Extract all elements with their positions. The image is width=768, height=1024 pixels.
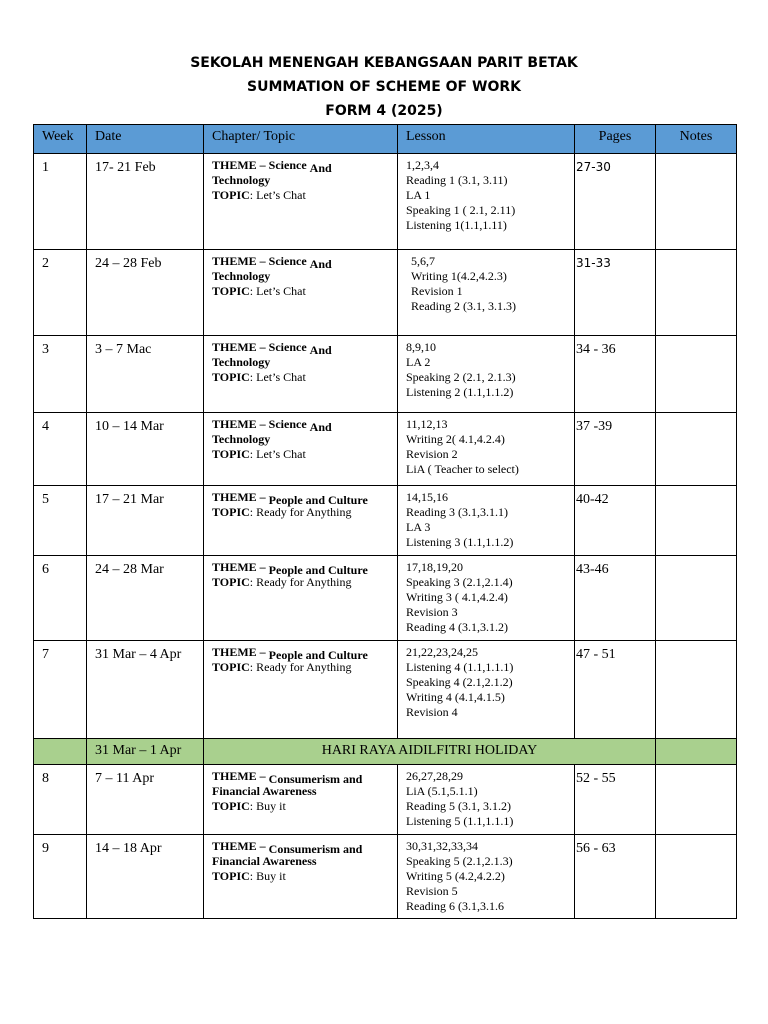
lesson-item: Revision 2	[406, 447, 458, 461]
lesson-item: Revision 4	[406, 705, 458, 719]
date-cell: 31 Mar – 4 Apr	[87, 641, 204, 739]
theme-name: Science	[268, 254, 307, 268]
lesson-cell	[398, 556, 575, 641]
table-header-row	[34, 125, 737, 154]
lesson-item: 8,9,10	[406, 340, 436, 354]
lesson-item: 30,31,32,33,34	[406, 839, 478, 853]
week-cell: 6	[34, 556, 87, 641]
week-cell: 1	[34, 154, 87, 250]
date-cell: 17- 21 Feb	[87, 154, 204, 250]
theme-label: THEME –	[212, 769, 266, 783]
table-row	[34, 154, 737, 250]
theme-label: THEME –	[212, 254, 266, 268]
form-year: FORM 4 (2025)	[325, 103, 443, 119]
lesson-item: 5,6,7	[411, 254, 435, 268]
lesson-item: Speaking 2 (2.1, 2.1.3)	[406, 370, 516, 384]
topic-name: : Let’s Chat	[249, 370, 306, 384]
topic-label: TOPIC	[212, 447, 250, 461]
notes-cell	[656, 154, 737, 250]
lesson-item: Writing 3 ( 4.1,4.2.4)	[406, 590, 508, 604]
pages-cell: 40-42	[575, 486, 656, 556]
table-row	[34, 835, 737, 919]
theme-name: People and Culture	[268, 648, 368, 662]
lesson-cell	[398, 413, 575, 486]
lesson-item: 1,2,3,4	[406, 158, 439, 172]
table-row	[34, 336, 737, 413]
theme-name-cont: Technology	[212, 432, 271, 446]
pages-cell: 31-33	[575, 250, 656, 336]
lesson-cell	[398, 336, 575, 413]
lesson-item: 14,15,16	[406, 490, 448, 504]
topic-label: TOPIC	[212, 284, 250, 298]
date-cell: 24 – 28 Feb	[87, 250, 204, 336]
col-header-pages: Pages	[575, 125, 656, 154]
lesson-item: Reading 4 (3.1,3.1.2)	[406, 620, 508, 634]
lesson-cell	[398, 486, 575, 556]
document-title: SUMMATION OF SCHEME OF WORK	[247, 79, 521, 95]
lesson-item: Listening 5 (1.1,1.1.1)	[406, 814, 514, 828]
holiday-row	[34, 739, 737, 765]
lesson-item: Reading 1 (3.1, 3.11)	[406, 173, 508, 187]
notes-cell	[656, 556, 737, 641]
date-cell: 14 – 18 Apr	[87, 835, 204, 919]
topic-label: TOPIC	[212, 575, 250, 589]
topic-cell	[204, 486, 398, 556]
topic-cell	[204, 154, 398, 250]
notes-cell	[656, 486, 737, 556]
topic-cell	[204, 413, 398, 486]
lesson-item: LiA (5.1,5.1.1)	[406, 784, 478, 798]
topic-name: : Let’s Chat	[249, 188, 306, 202]
topic-cell	[204, 835, 398, 919]
topic-name: : Buy it	[249, 799, 286, 813]
col-header-lesson: Lesson	[398, 125, 575, 154]
week-cell: 5	[34, 486, 87, 556]
col-header-notes: Notes	[656, 125, 737, 154]
theme-name: Consumerism and	[268, 772, 363, 786]
theme-name: Science	[268, 340, 307, 354]
lesson-item: Listening 1(1.1,1.11)	[406, 218, 507, 232]
theme-label: THEME –	[212, 839, 266, 853]
lesson-item: LA 3	[406, 520, 431, 534]
date-cell: 10 – 14 Mar	[87, 413, 204, 486]
topic-name: : Ready for Anything	[249, 660, 352, 674]
week-cell: 3	[34, 336, 87, 413]
lesson-item: Speaking 4 (2.1,2.1.2)	[406, 675, 513, 689]
lesson-item: Writing 2( 4.1,4.2.4)	[406, 432, 505, 446]
topic-name: : Let’s Chat	[249, 284, 306, 298]
holiday-date: 31 Mar – 1 Apr	[87, 739, 204, 765]
notes-cell	[656, 835, 737, 919]
lesson-item: Speaking 5 (2.1,2.1.3)	[406, 854, 513, 868]
pages-cell: 27-30	[575, 154, 656, 250]
topic-name: : Buy it	[249, 869, 286, 883]
week-cell: 7	[34, 641, 87, 739]
topic-label: TOPIC	[212, 188, 250, 202]
table-row	[34, 556, 737, 641]
notes-cell	[656, 250, 737, 336]
theme-name-cont: And	[309, 420, 332, 434]
theme-name-cont: Financial Awareness	[212, 854, 317, 868]
scheme-of-work-table	[33, 124, 737, 919]
lesson-item: Revision 1	[411, 284, 463, 298]
notes-cell	[656, 765, 737, 835]
theme-name: Science	[268, 417, 307, 431]
topic-label: TOPIC	[212, 799, 250, 813]
topic-cell	[204, 250, 398, 336]
lesson-item: 17,18,19,20	[406, 560, 463, 574]
theme-name: Science	[268, 158, 307, 172]
lesson-item: Speaking 1 ( 2.1, 2.11)	[406, 203, 516, 217]
document-header	[0, 52, 768, 124]
pages-cell: 34 - 36	[575, 336, 656, 413]
theme-name-cont: Technology	[212, 269, 271, 283]
theme-label: THEME –	[212, 340, 266, 354]
lesson-item: Reading 3 (3.1,3.1.1)	[406, 505, 508, 519]
lesson-cell	[398, 835, 575, 919]
date-cell: 17 – 21 Mar	[87, 486, 204, 556]
table-row	[34, 486, 737, 556]
lesson-cell	[398, 765, 575, 835]
topic-label: TOPIC	[212, 370, 250, 384]
pages-cell: 52 - 55	[575, 765, 656, 835]
topic-name: : Ready for Anything	[249, 505, 352, 519]
lesson-item: Revision 5	[406, 884, 458, 898]
week-cell: 2	[34, 250, 87, 336]
theme-label: THEME –	[212, 645, 266, 659]
lesson-item: Speaking 3 (2.1,2.1.4)	[406, 575, 513, 589]
week-cell: 9	[34, 835, 87, 919]
lesson-cell	[398, 641, 575, 739]
notes-cell	[656, 336, 737, 413]
lesson-item: LA 1	[406, 188, 431, 202]
lesson-item: Revision 3	[406, 605, 458, 619]
topic-name: : Ready for Anything	[249, 575, 352, 589]
lesson-cell	[398, 154, 575, 250]
col-header-week: Week	[34, 125, 87, 154]
lesson-item: LiA ( Teacher to select)	[406, 462, 519, 476]
lesson-item: LA 2	[406, 355, 431, 369]
theme-name-cont: Technology	[212, 173, 271, 187]
lesson-item: Reading 2 (3.1, 3.1.3)	[411, 299, 516, 313]
lesson-item: 21,22,23,24,25	[406, 645, 478, 659]
col-header-topic: Chapter/ Topic	[204, 125, 398, 154]
lesson-item: Listening 3 (1.1,1.1.2)	[406, 535, 514, 549]
theme-name-cont: And	[309, 343, 332, 357]
pages-cell: 56 - 63	[575, 835, 656, 919]
theme-label: THEME –	[212, 560, 266, 574]
theme-name-cont: Technology	[212, 355, 271, 369]
week-cell: 4	[34, 413, 87, 486]
pages-cell: 47 - 51	[575, 641, 656, 739]
notes-cell	[656, 413, 737, 486]
theme-name: People and Culture	[268, 563, 368, 577]
topic-label: TOPIC	[212, 869, 250, 883]
topic-cell	[204, 765, 398, 835]
lesson-item: Writing 4 (4.1,4.1.5)	[406, 690, 505, 704]
date-cell: 3 – 7 Mac	[87, 336, 204, 413]
topic-cell	[204, 336, 398, 413]
topic-cell	[204, 641, 398, 739]
date-cell: 24 – 28 Mar	[87, 556, 204, 641]
col-header-date: Date	[87, 125, 204, 154]
lesson-cell	[398, 250, 575, 336]
theme-name-cont: And	[309, 161, 332, 175]
theme-label: THEME –	[212, 417, 266, 431]
lesson-item: Listening 4 (1.1,1.1.1)	[406, 660, 514, 674]
notes-cell	[656, 641, 737, 739]
lesson-item: Reading 6 (3.1,3.1.6	[406, 899, 504, 913]
lesson-item: Writing 1(4.2,4.2.3)	[411, 269, 507, 283]
holiday-label: HARI RAYA AIDILFITRI HOLIDAY	[204, 739, 656, 765]
theme-name: Consumerism and	[268, 842, 363, 856]
holiday-notes-cell	[656, 739, 737, 765]
topic-label: TOPIC	[212, 505, 250, 519]
date-cell: 7 – 11 Apr	[87, 765, 204, 835]
topic-name: : Let’s Chat	[249, 447, 306, 461]
topic-label: TOPIC	[212, 660, 250, 674]
lesson-item: 26,27,28,29	[406, 769, 463, 783]
lesson-item: Writing 5 (4.2,4.2.2)	[406, 869, 505, 883]
lesson-item: Listening 2 (1.1,1.1.2)	[406, 385, 514, 399]
table-row	[34, 250, 737, 336]
topic-cell	[204, 556, 398, 641]
theme-label: THEME –	[212, 158, 266, 172]
table-row	[34, 413, 737, 486]
table-row	[34, 641, 737, 739]
holiday-week-cell	[34, 739, 87, 765]
week-cell: 8	[34, 765, 87, 835]
lesson-item: Reading 5 (3.1, 3.1.2)	[406, 799, 511, 813]
theme-label: THEME –	[212, 490, 266, 504]
school-name: SEKOLAH MENENGAH KEBANGSAAN PARIT BETAK	[190, 55, 578, 71]
theme-name-cont: And	[309, 257, 332, 271]
pages-cell: 43-46	[575, 556, 656, 641]
theme-name: People and Culture	[268, 493, 368, 507]
theme-name-cont: Financial Awareness	[212, 784, 317, 798]
table-row	[34, 765, 737, 835]
lesson-item: 11,12,13	[406, 417, 448, 431]
pages-cell: 37 -39	[575, 413, 656, 486]
